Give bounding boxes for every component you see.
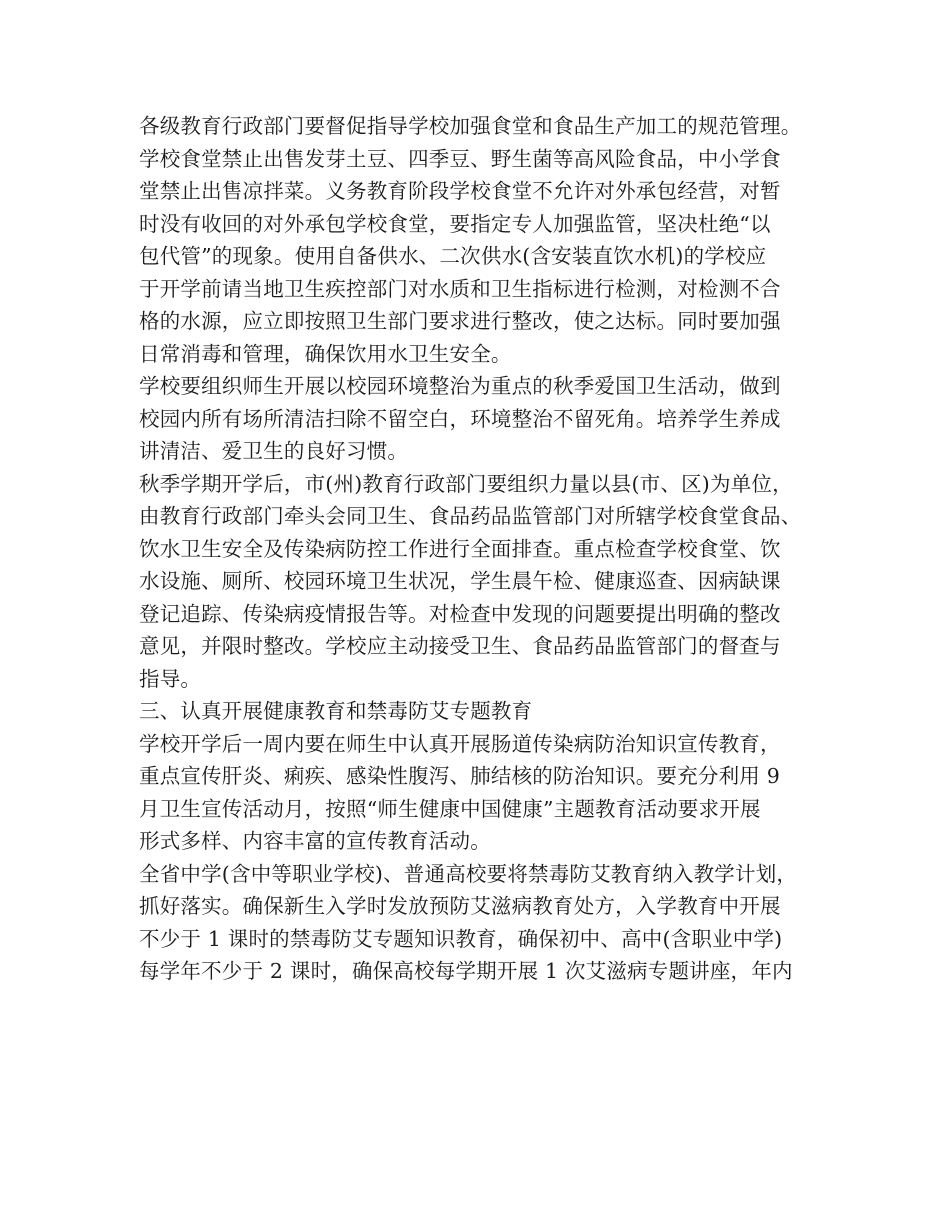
text-line: 学校食堂禁止出售发芽土豆、四季豆、野生菌等高风险食品，中小学食 <box>139 146 781 171</box>
text-line: 形式多样、内容丰富的宣传教育活动。 <box>139 829 491 853</box>
text-line: 不少于 1 课时的禁毒防艾专题知识教育，确保初中、高中(含职业中学) <box>139 926 783 951</box>
text-line: 学校要组织师生开展以校园环境整治为重点的秋季爱国卫生活动，做到 <box>139 374 781 398</box>
text-line: 各级教育行政部门要督促指导学校加强食堂和食品生产加工的规范管理。 <box>139 114 802 138</box>
text-line: 于开学前请当地卫生疾控部门对水质和卫生指标进行检测，对检测不合 <box>139 276 781 301</box>
text-line: 水设施、厕所、校园环境卫生状况，学生晨午检、健康巡查、因病缺课 <box>139 569 781 593</box>
text-line: 月卫生宣传活动月，按照“师生健康中国健康”主题教育活动要求开展 <box>139 796 761 821</box>
text-line: 由教育行政部门牵头会同卫生、食品药品监管部门对所辖学校食堂食品、 <box>139 504 802 528</box>
text-line: 学校开学后一周内要在师生中认真开展肠道传染病防治知识宣传教育， <box>139 731 781 756</box>
text-line: 日常消毒和管理，确保饮用水卫生安全。 <box>139 341 512 366</box>
text-line: 讲清洁、爱卫生的良好习惯。 <box>139 439 409 463</box>
text-line: 每学年不少于 2 课时，确保高校每学期开展 1 次艾滋病专题讲座，年内 <box>139 959 793 983</box>
text-line: 重点宣传肝炎、痢疾、感染性腹泻、肺结核的防治知识。要充分利用 9 <box>139 764 780 788</box>
document-body <box>139 110 829 988</box>
text-line: 秋季学期开学后，市(州)教育行政部门要组织力量以县(市、区)为单位， <box>139 471 793 496</box>
text-line: 时没有收回的对外承包学校食堂，要指定专人加强监管，坚决杜绝“以 <box>139 211 771 236</box>
text-line: 抓好落实。确保新生入学时发放预防艾滋病教育处方，入学教育中开展 <box>139 894 781 918</box>
text-line: 饮水卫生安全及传染病防控工作进行全面排查。重点检查学校食堂、饮 <box>139 536 781 561</box>
text-line: 全省中学(含中等职业学校)、普通高校要将禁毒防艾教育纳入教学计划， <box>139 861 798 886</box>
text-line: 登记追踪、传染病疫情报告等。对检查中发现的问题要提出明确的整改 <box>139 601 781 626</box>
text-line: 指导。 <box>139 666 202 691</box>
text-line: 堂禁止出售凉拌菜。义务教育阶段学校食堂不允许对外承包经营，对暂 <box>139 179 781 203</box>
text-line: 包代管”的现象。使用自备供水、二次供水(含安装直饮水机)的学校应 <box>139 244 767 268</box>
section-heading: 三、认真开展健康教育和禁毒防艾专题教育 <box>139 699 533 723</box>
text-line: 校园内所有场所清洁扫除不留空白，环境整治不留死角。培养学生养成 <box>139 406 781 431</box>
text-line: 意见，并限时整改。学校应主动接受卫生、食品药品监管部门的督查与 <box>139 634 781 658</box>
text-line: 格的水源，应立即按照卫生部门要求进行整改，使之达标。同时要加强 <box>139 309 781 333</box>
